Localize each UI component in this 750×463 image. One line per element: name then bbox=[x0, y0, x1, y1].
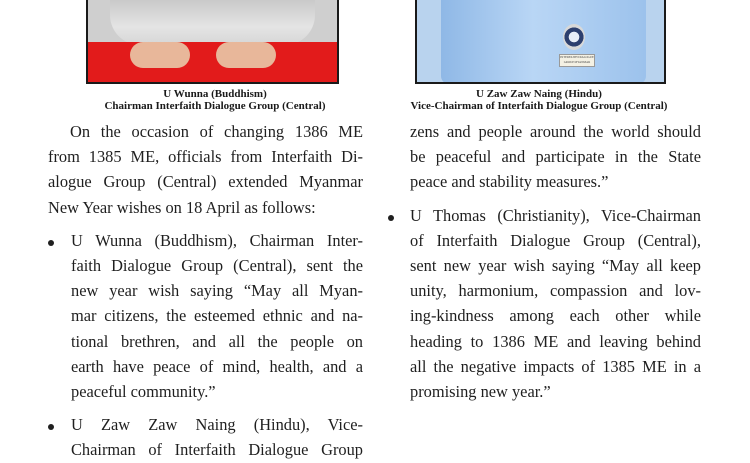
text-line: U Zaw Zaw Naing (Hindu), Vice- bbox=[71, 415, 363, 435]
text-line: alogue Group (Central) extended Myanmar bbox=[48, 172, 363, 192]
text-line: all the negative impacts of 1385 ME in a bbox=[410, 356, 701, 376]
photo-caption-right bbox=[385, 88, 693, 112]
intro-paragraph bbox=[48, 119, 363, 220]
caption-title: Vice-Chairman of Interfaith Dialogue Group (Central) bbox=[410, 100, 668, 112]
photo-shirt bbox=[441, 0, 646, 84]
list-item-u-wunna bbox=[48, 228, 363, 404]
text-line: On the occasion of changing 1386 ME bbox=[70, 122, 363, 141]
text-line: faith Dialogue Group (Central), sent the bbox=[71, 256, 363, 276]
text-line: peace and stability measures.” bbox=[410, 172, 609, 192]
text-line: from 1385 ME, officials from Interfaith Di- bbox=[48, 147, 363, 167]
text-line: of Interfaith Dialogue Group (Central), bbox=[410, 230, 701, 250]
text-line: earth have peace of mind, health, and a bbox=[71, 356, 363, 376]
text-line: peaceful community.” bbox=[71, 382, 216, 402]
text-line: heading to 1386 ME and leaving behind bbox=[410, 331, 701, 351]
bullet-icon bbox=[48, 424, 54, 430]
text-line: mar citizens, the esteemed ethnic and na- bbox=[71, 306, 363, 326]
list-item-u-zaw-zaw-naing bbox=[48, 412, 363, 462]
caption-name: U Zaw Zaw Naing (Hindu) bbox=[476, 88, 602, 100]
bullet-icon bbox=[388, 215, 394, 221]
text-line: New Year wishes on 18 April as follows: bbox=[48, 197, 316, 217]
emblem-badge-icon bbox=[563, 24, 585, 50]
caption-name: U Wunna (Buddhism) bbox=[163, 88, 267, 100]
article-right-column bbox=[410, 119, 701, 404]
photo-shirt bbox=[110, 0, 315, 45]
text-line: sent new year wish saying “May all keep bbox=[410, 256, 701, 276]
text-line: U Thomas (Christianity), Vice-Chairman bbox=[410, 205, 701, 225]
text-line: U Wunna (Buddhism), Chairman Inter- bbox=[71, 230, 363, 250]
text-line: Chairman of Interfaith Dialogue Group bbox=[71, 440, 363, 460]
photo-right-hand bbox=[216, 42, 276, 68]
text-line: promising new year.” bbox=[410, 382, 551, 402]
photo-caption-left bbox=[60, 88, 370, 112]
continued-paragraph bbox=[410, 119, 701, 195]
photo-u-wunna bbox=[86, 0, 339, 84]
text-line: ing-kindness among each other while bbox=[410, 306, 701, 326]
list-item-u-thomas bbox=[410, 203, 701, 405]
text-line: unity, harmonium, compassion and lov- bbox=[410, 281, 701, 301]
caption-title: Chairman Interfaith Dialogue Group (Central) bbox=[104, 100, 326, 112]
photo-left-hand bbox=[130, 42, 190, 68]
text-line: be peaceful and participate in the State bbox=[410, 147, 701, 167]
name-tag: INTERFAITH DIALOGUE GROUP MYANMAR bbox=[559, 54, 595, 67]
bullet-icon bbox=[48, 240, 54, 246]
text-line: zens and people around the world should bbox=[410, 122, 701, 141]
text-line: new year wish saying “May all Myan- bbox=[71, 281, 363, 301]
text-line: tional brethren, and all the people on bbox=[71, 331, 363, 351]
photo-red-table bbox=[88, 42, 337, 82]
photo-u-zaw-zaw-naing bbox=[415, 0, 666, 84]
article-left-column bbox=[48, 119, 363, 463]
